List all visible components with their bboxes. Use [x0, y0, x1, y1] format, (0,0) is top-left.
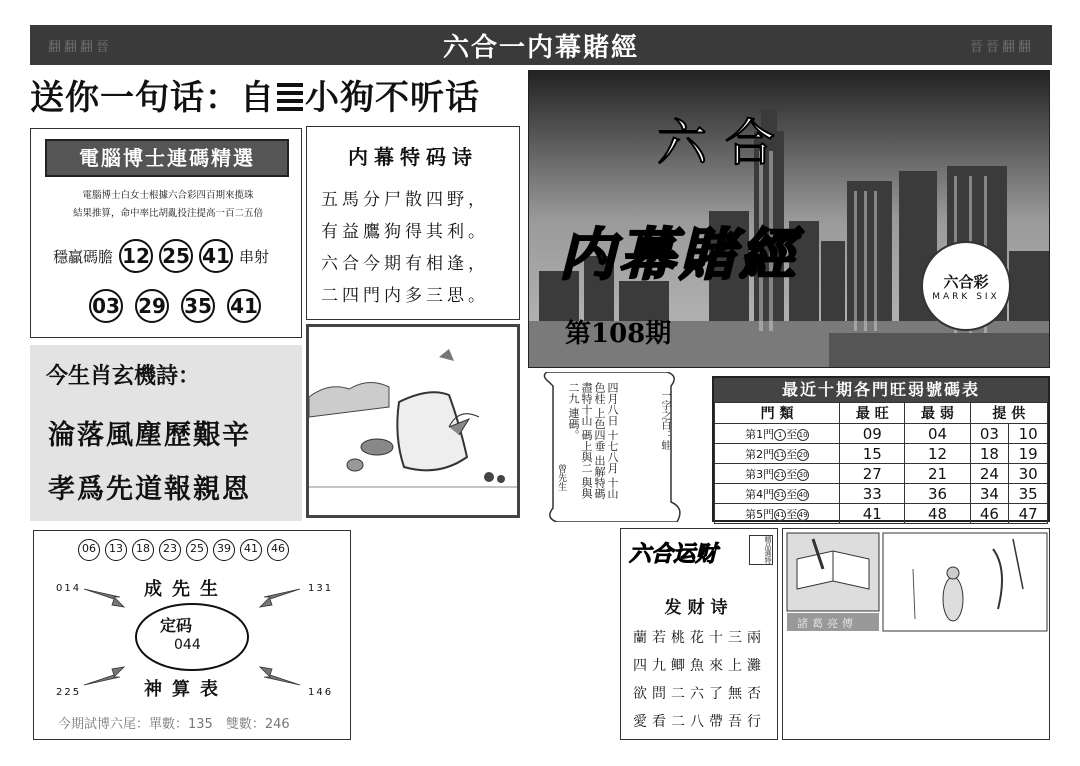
fortune-poem-box	[620, 528, 778, 740]
number-circle: 41	[240, 539, 262, 561]
code-center-value: 044	[174, 637, 201, 653]
provide-cell: 24	[970, 464, 1009, 484]
fortune-line: 愛看二八帶吾行	[633, 714, 766, 730]
doctor-pick-box	[30, 128, 302, 338]
book-and-sage-illustration	[783, 529, 1051, 741]
min-cell: 04	[905, 424, 970, 444]
poem-line: 有益鷹狗得其利。	[321, 222, 489, 242]
number-circle: 25	[186, 539, 208, 561]
min-cell: 36	[905, 484, 970, 504]
range-to: 10	[798, 430, 808, 439]
scroll-note-text: 蛙	[659, 440, 670, 450]
min-cell: 48	[905, 504, 970, 524]
provide-cell: 18	[970, 444, 1009, 464]
range-to-word: 至	[786, 447, 798, 461]
max-cell: 27	[840, 464, 905, 484]
range-to-word: 至	[786, 467, 798, 481]
poem-title: 内幕特码诗	[348, 145, 478, 169]
provide-cell: 10	[1009, 424, 1048, 444]
range-to: 49	[798, 510, 808, 519]
doctor-desc-line: 電腦博士白女士根據六合彩四百期來揽珠	[82, 190, 254, 201]
code-center-label: 定码	[160, 616, 193, 635]
max-cell: 15	[840, 444, 905, 464]
door-label: 第3門	[745, 467, 775, 481]
fortune-title: 发财诗	[664, 598, 734, 618]
door-label: 第2門	[745, 447, 775, 461]
doctor-description	[43, 187, 293, 223]
fortune-line: 蘭若桃花十三兩	[633, 630, 766, 646]
table-header: 提 供	[970, 403, 1047, 424]
scroll-col: 四月八日	[606, 382, 619, 426]
door-cell	[715, 484, 840, 504]
scroll-signature: 曾先生	[556, 464, 566, 491]
number-circle: 25	[159, 239, 193, 273]
scroll-text	[567, 382, 619, 502]
number-circle: 29	[135, 289, 169, 323]
provide-cell: 47	[1009, 504, 1048, 524]
number-circle: 03	[89, 289, 123, 323]
poem-line: 二四門内多三思。	[321, 286, 489, 306]
scroll-col: 與與二九	[567, 382, 593, 499]
range-from: 11	[775, 450, 785, 459]
fortune-badge: 六合运财	[629, 541, 718, 567]
zodiac-line: 孝爲先道報親恩	[48, 474, 251, 505]
fortune-line: 欲問二六了無否	[633, 686, 766, 702]
max-cell: 09	[840, 424, 905, 444]
number-circle: 23	[159, 539, 181, 561]
code-prediction-box	[33, 530, 351, 740]
zodiac-title: 今生肖玄機詩：	[46, 364, 201, 389]
banner-subtitle: 内幕賭經	[559, 222, 799, 288]
header-title: 六合一内幕賭經	[442, 32, 639, 63]
slogan-text: 送你一句话：自	[30, 78, 275, 118]
provide-cell: 30	[1009, 464, 1048, 484]
door-table	[714, 402, 1048, 524]
min-cell: 12	[905, 444, 970, 464]
zodiac-poem-box	[30, 345, 302, 521]
range-to-word: 至	[786, 427, 798, 441]
table-header: 最 弱	[905, 403, 970, 424]
header-left-faint-text: 翻翻翻晉	[48, 39, 113, 55]
provide-cell: 19	[1009, 444, 1048, 464]
table-row	[715, 444, 1048, 464]
door-label: 第4門	[745, 487, 775, 501]
number-circle: 35	[181, 289, 215, 323]
scroll-col: 連碼。	[567, 407, 580, 441]
cartoon-illustration-box	[306, 324, 520, 518]
logo-subtext: MARK SIX	[932, 292, 1000, 302]
header-bar	[30, 25, 1052, 65]
corner-number: 014	[56, 583, 82, 594]
number-circle: 41	[199, 239, 233, 273]
code-top-text: 成先生	[144, 579, 228, 600]
provide-cell: 46	[970, 504, 1009, 524]
doctor-desc-line: 結果推算，命中率比胡亂投注提高一百二五倍	[72, 208, 263, 219]
max-cell: 41	[840, 504, 905, 524]
door-cell	[715, 444, 840, 464]
scroll-col: 上色四垂	[593, 407, 606, 452]
city-skyline-banner	[528, 70, 1050, 368]
range-to: 20	[798, 450, 808, 459]
table-row	[715, 484, 1048, 504]
slogan	[30, 70, 480, 119]
range-to-word: 至	[786, 507, 798, 521]
range-to-word: 至	[786, 487, 798, 501]
scroll-top-note	[657, 390, 672, 450]
max-cell: 33	[840, 484, 905, 504]
poem-line: 六合今期有相逢，	[321, 254, 489, 274]
special-code-poem-box	[306, 126, 520, 320]
code-footer: 今期試博六尾：單數：135 雙數：246	[58, 717, 290, 732]
main-numbers-suffix: 串射	[239, 247, 270, 266]
scroll-col: 十山色桂	[593, 382, 619, 499]
provide-cell: 34	[970, 484, 1009, 504]
mark-six-logo	[921, 241, 1011, 331]
slogan-text-rest: 小狗不听话	[305, 78, 480, 118]
scroll-note-text: 一字之白：	[659, 390, 670, 440]
zodiac-line: 淪落風塵歷艱辛	[48, 420, 251, 451]
corner-number: 131	[308, 583, 334, 594]
table-row	[715, 424, 1048, 444]
range-from: 31	[775, 490, 785, 499]
number-circle: 46	[267, 539, 289, 561]
bottom-right-illustration-box	[782, 528, 1050, 740]
doctor-badge: 電腦博士連碼精選	[45, 139, 289, 177]
table-header: 最 旺	[840, 403, 905, 424]
table-header-row	[715, 403, 1048, 424]
corner-number: 146	[308, 687, 334, 698]
poem-line: 五馬分尸散四野，	[321, 190, 489, 210]
cartoon-illustration	[309, 327, 517, 515]
logo-text: 六合彩	[943, 273, 989, 291]
range-from: 1	[774, 429, 786, 441]
range-from: 41	[775, 510, 785, 519]
door-cell	[715, 464, 840, 484]
door-cell	[715, 504, 840, 524]
number-circle: 41	[227, 289, 261, 323]
range-from: 21	[775, 470, 785, 479]
table-row	[715, 464, 1048, 484]
door-table-title: 最近十期各門旺弱號碼表	[714, 378, 1048, 402]
scroll-col: 出解特碼	[593, 455, 606, 499]
issue-number: 第108期	[565, 319, 672, 349]
table-header: 門 類	[715, 403, 840, 424]
number-circle: 06	[78, 539, 100, 561]
door-label: 第5門	[745, 507, 775, 521]
scroll-col: 碼上與二	[580, 429, 593, 474]
number-circle: 18	[132, 539, 154, 561]
scroll-col: 盡特十山	[580, 382, 593, 426]
corner-number: 225	[56, 687, 82, 698]
fortune-line: 四九鲫魚來上灘	[633, 658, 766, 674]
header-right-faint-text: 晉晉翻翻	[969, 39, 1034, 55]
door-number-table-box	[712, 376, 1050, 522]
scroll-col: 十七八月	[606, 429, 619, 474]
provide-cell: 03	[970, 424, 1009, 444]
door-label: 第1門	[745, 427, 775, 441]
main-numbers-row	[53, 239, 269, 273]
slogan-glyph-icon	[277, 83, 303, 113]
provide-cell: 35	[1009, 484, 1048, 504]
banner-title: 六合	[657, 114, 793, 172]
scroll-note	[537, 372, 697, 522]
bottom-numbers-row	[89, 289, 261, 323]
door-cell	[715, 424, 840, 444]
min-cell: 21	[905, 464, 970, 484]
number-circle: 12	[119, 239, 153, 273]
table-row	[715, 504, 1048, 524]
arrows-icon	[34, 531, 352, 741]
range-to: 40	[798, 490, 808, 499]
main-numbers-label: 穩贏碼膽	[53, 247, 114, 266]
illustration-caption: 諸葛亮傳	[797, 617, 857, 630]
code-bottom-text: 神算表	[144, 679, 228, 700]
number-circle: 13	[105, 539, 127, 561]
fortune-side-stamp: 精品選特	[749, 535, 773, 565]
number-circle: 39	[213, 539, 235, 561]
range-to: 30	[798, 470, 808, 479]
